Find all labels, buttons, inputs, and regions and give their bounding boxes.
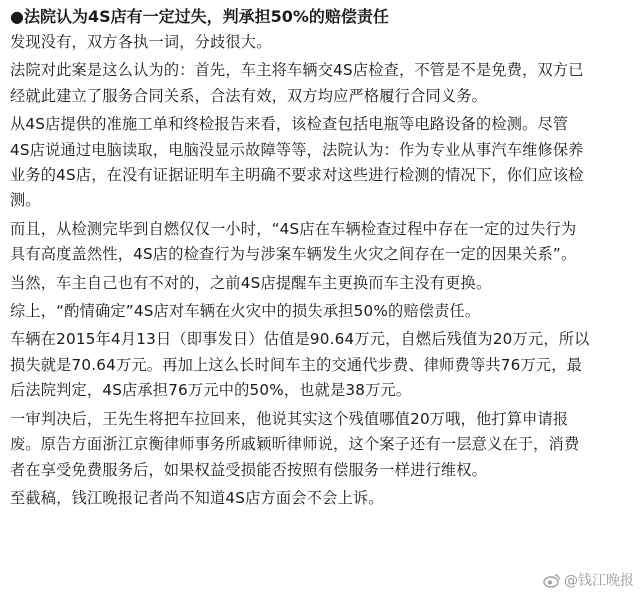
paragraph: [10, 327, 634, 403]
paragraph: [10, 486, 634, 511]
paragraph-line: 测。: [10, 191, 41, 210]
paragraph-line: 一审判决后，王先生将把车拉回来，他说其实这个残值哪值20万哦，他打算申请报: [10, 409, 569, 428]
article: [10, 0, 634, 514]
paragraph-line: 从4S店提供的准施工单和终检报告来看，该检查包括电瓶等电路设备的检测。尽管: [10, 115, 569, 134]
paragraph-line: 而且，从检测完毕到自燃仅仅一小时，“4S店在车辆检查过程中存在一定的过失行为: [10, 219, 577, 238]
paragraph-line: 后法院判定，4S店承担76万元中的50%，也就是38万元。: [10, 381, 412, 400]
paragraph-line: 者在享受免费服务后，如果权益受损能否按照有偿服务一样进行维权。: [10, 460, 488, 479]
paragraph-line: 综上，“酌情确定”4S店对车辆在火灾中的损失承担50%的赔偿责任。: [10, 302, 481, 321]
paragraph: [10, 217, 634, 268]
paragraph-line: 具有高度盖然性，4S店的检查行为与涉案车辆发生火灾之间存在一定的因果关系”。: [10, 245, 577, 264]
paragraph: [10, 112, 634, 214]
paragraph-line: 当然，车主自己也有不对的，之前4S店提醒车主更换而车主没有更换。: [10, 273, 492, 292]
paragraph-line: 废。原告方面浙江京衡律师事务所戚颖昕律师说，这个案子还有一层意义在于，消费: [10, 435, 580, 454]
paragraph: [10, 58, 634, 109]
paragraph: [10, 407, 634, 483]
paragraph-line: 损失就是70.64万元。再加上这么长时间车主的交通代步费、律师费等共76万元，最: [10, 355, 582, 374]
paragraph-line: 发现没有，双方各执一词，分歧很大。: [10, 33, 272, 51]
paragraph-line: 经就此建立了服务合同关系，合法有效，双方均应严格履行合同义务。: [10, 86, 488, 105]
paragraph: [10, 271, 634, 296]
paragraph-line: 车辆在2015年4月13日（即事发日）估值是90.64万元，自燃后残值为20万元，所以: [10, 330, 590, 349]
paragraph: [10, 30, 634, 55]
paragraph-line: 4S店说通过电脑读取，电脑没显示故障等等，法院认为：作为专业从事汽车维修保养: [10, 140, 584, 159]
weibo-watermark: [543, 570, 634, 590]
paragraph-line: 业务的4S店，在没有证据证明车主明确不要求对这些进行检测的情况下，你们应该检: [10, 166, 584, 185]
watermark-text: @钱江晚报: [564, 573, 634, 589]
section-heading: ●法院认为4S店有一定过失，判承担50%的赔偿责任: [10, 7, 389, 26]
weibo-icon: [543, 573, 561, 588]
article-body: [10, 30, 634, 514]
paragraph: [10, 299, 634, 324]
paragraph-line: 法院对此案是这么认为的：首先，车主将车辆交4S店检查，不管是不是免费，双方已: [10, 61, 584, 80]
paragraph-line: 至截稿，钱江晚报记者尚不知道4S店方面会不会上诉。: [10, 488, 384, 507]
